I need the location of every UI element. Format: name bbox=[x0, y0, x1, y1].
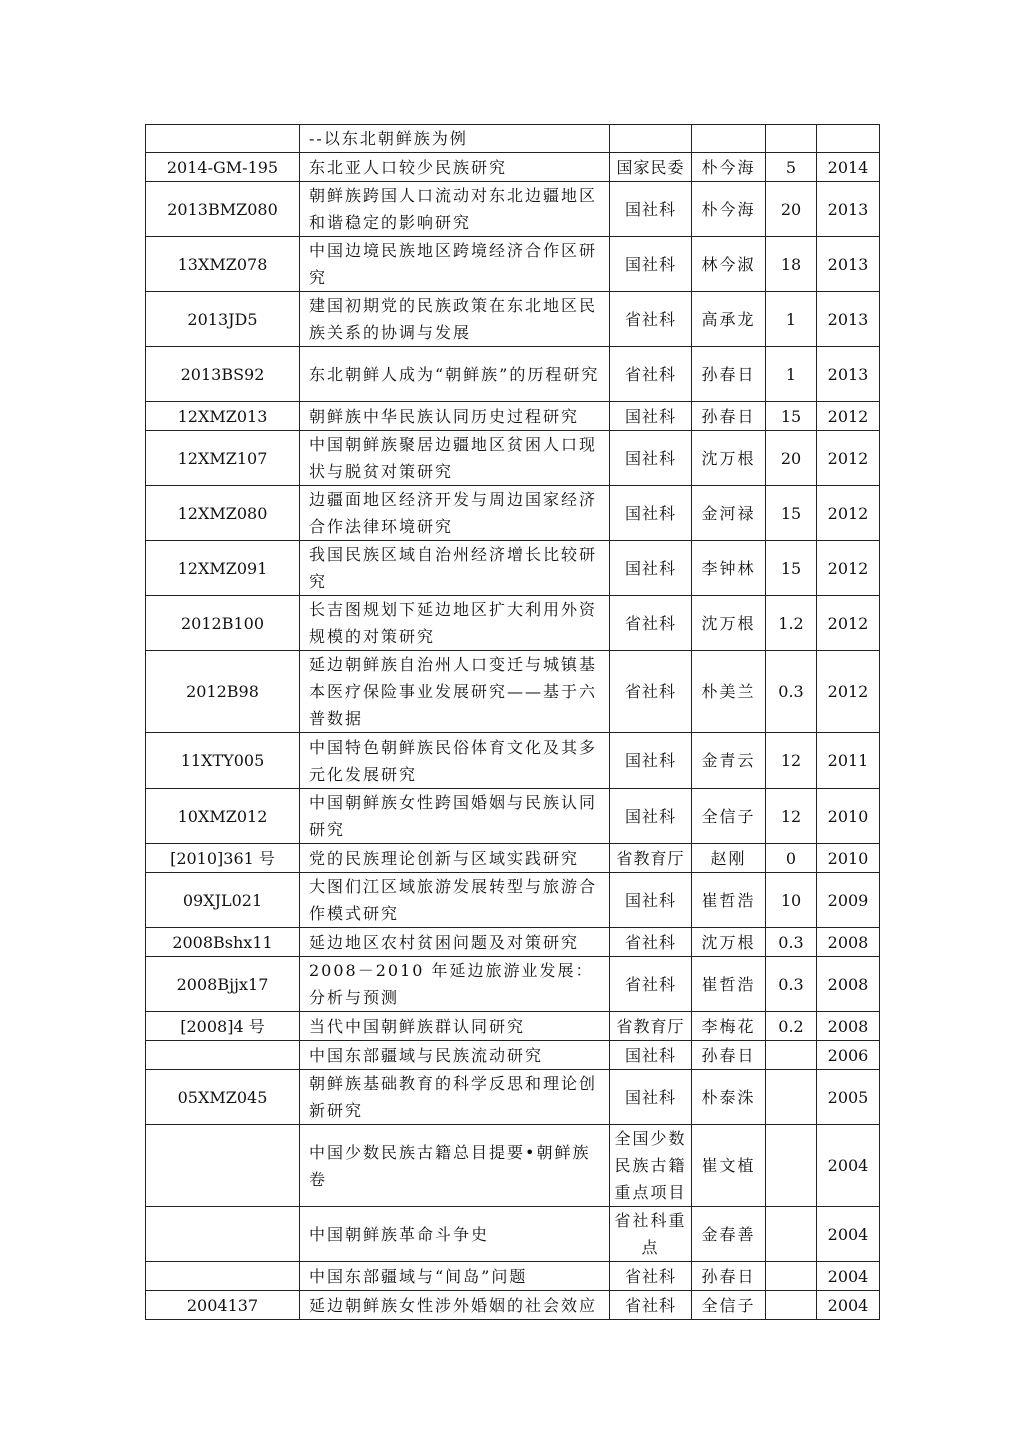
funding-amount-cell: 0.2 bbox=[766, 1012, 817, 1041]
project-year-cell: 2014 bbox=[817, 153, 880, 182]
funding-amount-cell bbox=[766, 1041, 817, 1070]
project-table bbox=[145, 124, 880, 1320]
funding-amount-cell: 5 bbox=[766, 153, 817, 182]
funding-source-cell: 国社科 bbox=[610, 237, 692, 292]
project-year-cell: 2009 bbox=[817, 873, 880, 928]
project-id-cell: 12XMZ080 bbox=[146, 486, 300, 541]
principal-investigator-cell: 朴泰洙 bbox=[692, 1070, 766, 1125]
table-row bbox=[146, 292, 880, 347]
project-year-cell: 2012 bbox=[817, 486, 880, 541]
principal-investigator-cell: 林今淑 bbox=[692, 237, 766, 292]
project-year-cell: 2006 bbox=[817, 1041, 880, 1070]
principal-investigator-cell: 孙春日 bbox=[692, 1262, 766, 1291]
project-year-cell: 2004 bbox=[817, 1262, 880, 1291]
principal-investigator-cell: 孙春日 bbox=[692, 347, 766, 402]
project-title-cell: 东北亚人口较少民族研究 bbox=[300, 153, 610, 182]
project-title-cell: 延边朝鲜族女性涉外婚姻的社会效应 bbox=[300, 1291, 610, 1320]
funding-source-cell: 省教育厅 bbox=[610, 844, 692, 873]
principal-investigator-cell: 朴美兰 bbox=[692, 651, 766, 733]
funding-source-cell: 国家民委 bbox=[610, 153, 692, 182]
funding-source-cell: 省教育厅 bbox=[610, 1012, 692, 1041]
table-row bbox=[146, 125, 880, 153]
project-title-cell: 朝鲜族跨国人口流动对东北边疆地区和谐稳定的影响研究 bbox=[300, 182, 610, 237]
principal-investigator-cell: 李钟林 bbox=[692, 541, 766, 596]
project-year-cell: 2013 bbox=[817, 347, 880, 402]
project-year-cell: 2012 bbox=[817, 651, 880, 733]
funding-source-cell: 国社科 bbox=[610, 733, 692, 789]
funding-source-cell: 国社科 bbox=[610, 402, 692, 431]
funding-amount-cell: 1 bbox=[766, 347, 817, 402]
funding-amount-cell: 12 bbox=[766, 733, 817, 789]
project-year-cell: 2008 bbox=[817, 928, 880, 957]
project-year-cell: 2012 bbox=[817, 431, 880, 486]
table-row bbox=[146, 347, 880, 402]
project-table-body bbox=[146, 125, 880, 1320]
project-id-cell: 2014-GM-195 bbox=[146, 153, 300, 182]
funding-amount-cell: 18 bbox=[766, 237, 817, 292]
project-id-cell: 12XMZ091 bbox=[146, 541, 300, 596]
project-title-cell: 中国特色朝鲜族民俗体育文化及其多元化发展研究 bbox=[300, 733, 610, 789]
project-year-cell: 2010 bbox=[817, 789, 880, 844]
project-year-cell: 2008 bbox=[817, 957, 880, 1012]
project-id-cell: 2013BS92 bbox=[146, 347, 300, 402]
table-row bbox=[146, 1041, 880, 1070]
project-title-cell: 延边地区农村贫困问题及对策研究 bbox=[300, 928, 610, 957]
funding-source-cell: 全国少数民族古籍重点项目 bbox=[610, 1125, 692, 1207]
principal-investigator-cell: 金春善 bbox=[692, 1207, 766, 1262]
table-row bbox=[146, 873, 880, 928]
project-year-cell bbox=[817, 125, 880, 153]
table-row bbox=[146, 541, 880, 596]
project-title-cell: 大图们江区域旅游发展转型与旅游合作模式研究 bbox=[300, 873, 610, 928]
project-title-cell: 长吉图规划下延边地区扩大利用外资规模的对策研究 bbox=[300, 596, 610, 651]
funding-amount-cell bbox=[766, 1207, 817, 1262]
table-row bbox=[146, 844, 880, 873]
project-id-cell bbox=[146, 125, 300, 153]
funding-amount-cell: 12 bbox=[766, 789, 817, 844]
funding-amount-cell: 0.3 bbox=[766, 651, 817, 733]
funding-source-cell: 国社科 bbox=[610, 789, 692, 844]
funding-source-cell: 国社科 bbox=[610, 1041, 692, 1070]
principal-investigator-cell: 沈万根 bbox=[692, 928, 766, 957]
principal-investigator-cell: 金河禄 bbox=[692, 486, 766, 541]
funding-source-cell: 国社科 bbox=[610, 486, 692, 541]
project-id-cell: 2008Bshx11 bbox=[146, 928, 300, 957]
project-id-cell: 12XMZ013 bbox=[146, 402, 300, 431]
funding-source-cell: 国社科 bbox=[610, 541, 692, 596]
project-year-cell: 2004 bbox=[817, 1207, 880, 1262]
funding-amount-cell bbox=[766, 125, 817, 153]
funding-amount-cell: 20 bbox=[766, 182, 817, 237]
funding-source-cell: 省社科 bbox=[610, 651, 692, 733]
project-id-cell: 2008Bjjx17 bbox=[146, 957, 300, 1012]
project-year-cell: 2004 bbox=[817, 1125, 880, 1207]
project-title-cell: 中国边境民族地区跨境经济合作区研究 bbox=[300, 237, 610, 292]
project-id-cell: [2008]4 号 bbox=[146, 1012, 300, 1041]
project-id-cell: [2010]361 号 bbox=[146, 844, 300, 873]
project-id-cell: 2013BMZ080 bbox=[146, 182, 300, 237]
project-year-cell: 2013 bbox=[817, 237, 880, 292]
project-id-cell: 2004137 bbox=[146, 1291, 300, 1320]
principal-investigator-cell: 孙春日 bbox=[692, 1041, 766, 1070]
project-year-cell: 2012 bbox=[817, 541, 880, 596]
funding-amount-cell bbox=[766, 1070, 817, 1125]
principal-investigator-cell: 沈万根 bbox=[692, 431, 766, 486]
project-year-cell: 2011 bbox=[817, 733, 880, 789]
principal-investigator-cell: 沈万根 bbox=[692, 596, 766, 651]
funding-amount-cell: 1.2 bbox=[766, 596, 817, 651]
table-row bbox=[146, 733, 880, 789]
project-id-cell: 2013JD5 bbox=[146, 292, 300, 347]
project-title-cell: 中国朝鲜族聚居边疆地区贫困人口现状与脱贫对策研究 bbox=[300, 431, 610, 486]
project-title-cell: 东北朝鲜人成为“朝鲜族”的历程研究 bbox=[300, 347, 610, 402]
project-id-cell: 10XMZ012 bbox=[146, 789, 300, 844]
table-row bbox=[146, 1262, 880, 1291]
table-row bbox=[146, 789, 880, 844]
project-title-cell: 中国少数民族古籍总目提要•朝鲜族卷 bbox=[300, 1125, 610, 1207]
table-row bbox=[146, 1012, 880, 1041]
project-title-cell: --以东北朝鲜族为例 bbox=[300, 125, 610, 153]
principal-investigator-cell: 全信子 bbox=[692, 789, 766, 844]
table-row bbox=[146, 928, 880, 957]
project-title-cell: 中国朝鲜族革命斗争史 bbox=[300, 1207, 610, 1262]
table-row bbox=[146, 957, 880, 1012]
project-year-cell: 2004 bbox=[817, 1291, 880, 1320]
principal-investigator-cell: 朴今海 bbox=[692, 182, 766, 237]
project-title-cell: 中国东部疆域与“间岛”问题 bbox=[300, 1262, 610, 1291]
project-year-cell: 2010 bbox=[817, 844, 880, 873]
principal-investigator-cell: 崔文植 bbox=[692, 1125, 766, 1207]
project-id-cell: 05XMZ045 bbox=[146, 1070, 300, 1125]
principal-investigator-cell: 赵刚 bbox=[692, 844, 766, 873]
funding-amount-cell bbox=[766, 1262, 817, 1291]
project-id-cell: 11XTY005 bbox=[146, 733, 300, 789]
funding-amount-cell: 1 bbox=[766, 292, 817, 347]
principal-investigator-cell: 金青云 bbox=[692, 733, 766, 789]
funding-amount-cell: 10 bbox=[766, 873, 817, 928]
project-year-cell: 2013 bbox=[817, 182, 880, 237]
table-row bbox=[146, 1207, 880, 1262]
table-row bbox=[146, 153, 880, 182]
project-id-cell bbox=[146, 1262, 300, 1291]
project-id-cell: 12XMZ107 bbox=[146, 431, 300, 486]
funding-amount-cell: 15 bbox=[766, 486, 817, 541]
funding-amount-cell bbox=[766, 1125, 817, 1207]
funding-source-cell: 省社科重点 bbox=[610, 1207, 692, 1262]
project-year-cell: 2008 bbox=[817, 1012, 880, 1041]
project-id-cell: 2012B100 bbox=[146, 596, 300, 651]
project-id-cell: 2012B98 bbox=[146, 651, 300, 733]
project-id-cell: 09XJL021 bbox=[146, 873, 300, 928]
funding-amount-cell: 0.3 bbox=[766, 928, 817, 957]
funding-source-cell: 国社科 bbox=[610, 873, 692, 928]
funding-source-cell: 国社科 bbox=[610, 1070, 692, 1125]
table-row bbox=[146, 1070, 880, 1125]
principal-investigator-cell: 高承龙 bbox=[692, 292, 766, 347]
funding-source-cell: 国社科 bbox=[610, 431, 692, 486]
funding-amount-cell: 15 bbox=[766, 541, 817, 596]
table-row bbox=[146, 596, 880, 651]
funding-amount-cell: 0.3 bbox=[766, 957, 817, 1012]
funding-source-cell: 国社科 bbox=[610, 182, 692, 237]
project-title-cell: 朝鲜族中华民族认同历史过程研究 bbox=[300, 402, 610, 431]
project-year-cell: 2013 bbox=[817, 292, 880, 347]
funding-source-cell: 省社科 bbox=[610, 1291, 692, 1320]
project-title-cell: 延边朝鲜族自治州人口变迁与城镇基本医疗保险事业发展研究——基于六普数据 bbox=[300, 651, 610, 733]
principal-investigator-cell: 崔哲浩 bbox=[692, 873, 766, 928]
project-year-cell: 2012 bbox=[817, 596, 880, 651]
funding-source-cell: 省社科 bbox=[610, 292, 692, 347]
funding-source-cell bbox=[610, 125, 692, 153]
project-title-cell: 建国初期党的民族政策在东北地区民族关系的协调与发展 bbox=[300, 292, 610, 347]
project-id-cell bbox=[146, 1041, 300, 1070]
principal-investigator-cell bbox=[692, 125, 766, 153]
project-title-cell: 朝鲜族基础教育的科学反思和理论创新研究 bbox=[300, 1070, 610, 1125]
table-row bbox=[146, 1125, 880, 1207]
project-title-cell: 党的民族理论创新与区域实践研究 bbox=[300, 844, 610, 873]
funding-amount-cell: 0 bbox=[766, 844, 817, 873]
project-title-cell: 当代中国朝鲜族群认同研究 bbox=[300, 1012, 610, 1041]
funding-amount-cell bbox=[766, 1291, 817, 1320]
table-row bbox=[146, 182, 880, 237]
project-title-cell: 中国东部疆域与民族流动研究 bbox=[300, 1041, 610, 1070]
project-id-cell: 13XMZ078 bbox=[146, 237, 300, 292]
project-year-cell: 2012 bbox=[817, 402, 880, 431]
funding-source-cell: 省社科 bbox=[610, 596, 692, 651]
project-title-cell: 我国民族区域自治州经济增长比较研究 bbox=[300, 541, 610, 596]
funding-source-cell: 省社科 bbox=[610, 347, 692, 402]
principal-investigator-cell: 崔哲浩 bbox=[692, 957, 766, 1012]
project-id-cell bbox=[146, 1207, 300, 1262]
table-row bbox=[146, 237, 880, 292]
funding-source-cell: 省社科 bbox=[610, 957, 692, 1012]
funding-amount-cell: 15 bbox=[766, 402, 817, 431]
project-year-cell: 2005 bbox=[817, 1070, 880, 1125]
principal-investigator-cell: 孙春日 bbox=[692, 402, 766, 431]
table-row bbox=[146, 402, 880, 431]
funding-source-cell: 省社科 bbox=[610, 928, 692, 957]
table-row bbox=[146, 431, 880, 486]
table-row bbox=[146, 486, 880, 541]
principal-investigator-cell: 朴今海 bbox=[692, 153, 766, 182]
project-id-cell bbox=[146, 1125, 300, 1207]
project-title-cell: 中国朝鲜族女性跨国婚姻与民族认同研究 bbox=[300, 789, 610, 844]
project-title-cell: 2008－2010 年延边旅游业发展：分析与预测 bbox=[300, 957, 610, 1012]
table-row bbox=[146, 651, 880, 733]
table-row bbox=[146, 1291, 880, 1320]
principal-investigator-cell: 李梅花 bbox=[692, 1012, 766, 1041]
funding-source-cell: 省社科 bbox=[610, 1262, 692, 1291]
funding-amount-cell: 20 bbox=[766, 431, 817, 486]
principal-investigator-cell: 全信子 bbox=[692, 1291, 766, 1320]
project-title-cell: 边疆面地区经济开发与周边国家经济合作法律环境研究 bbox=[300, 486, 610, 541]
